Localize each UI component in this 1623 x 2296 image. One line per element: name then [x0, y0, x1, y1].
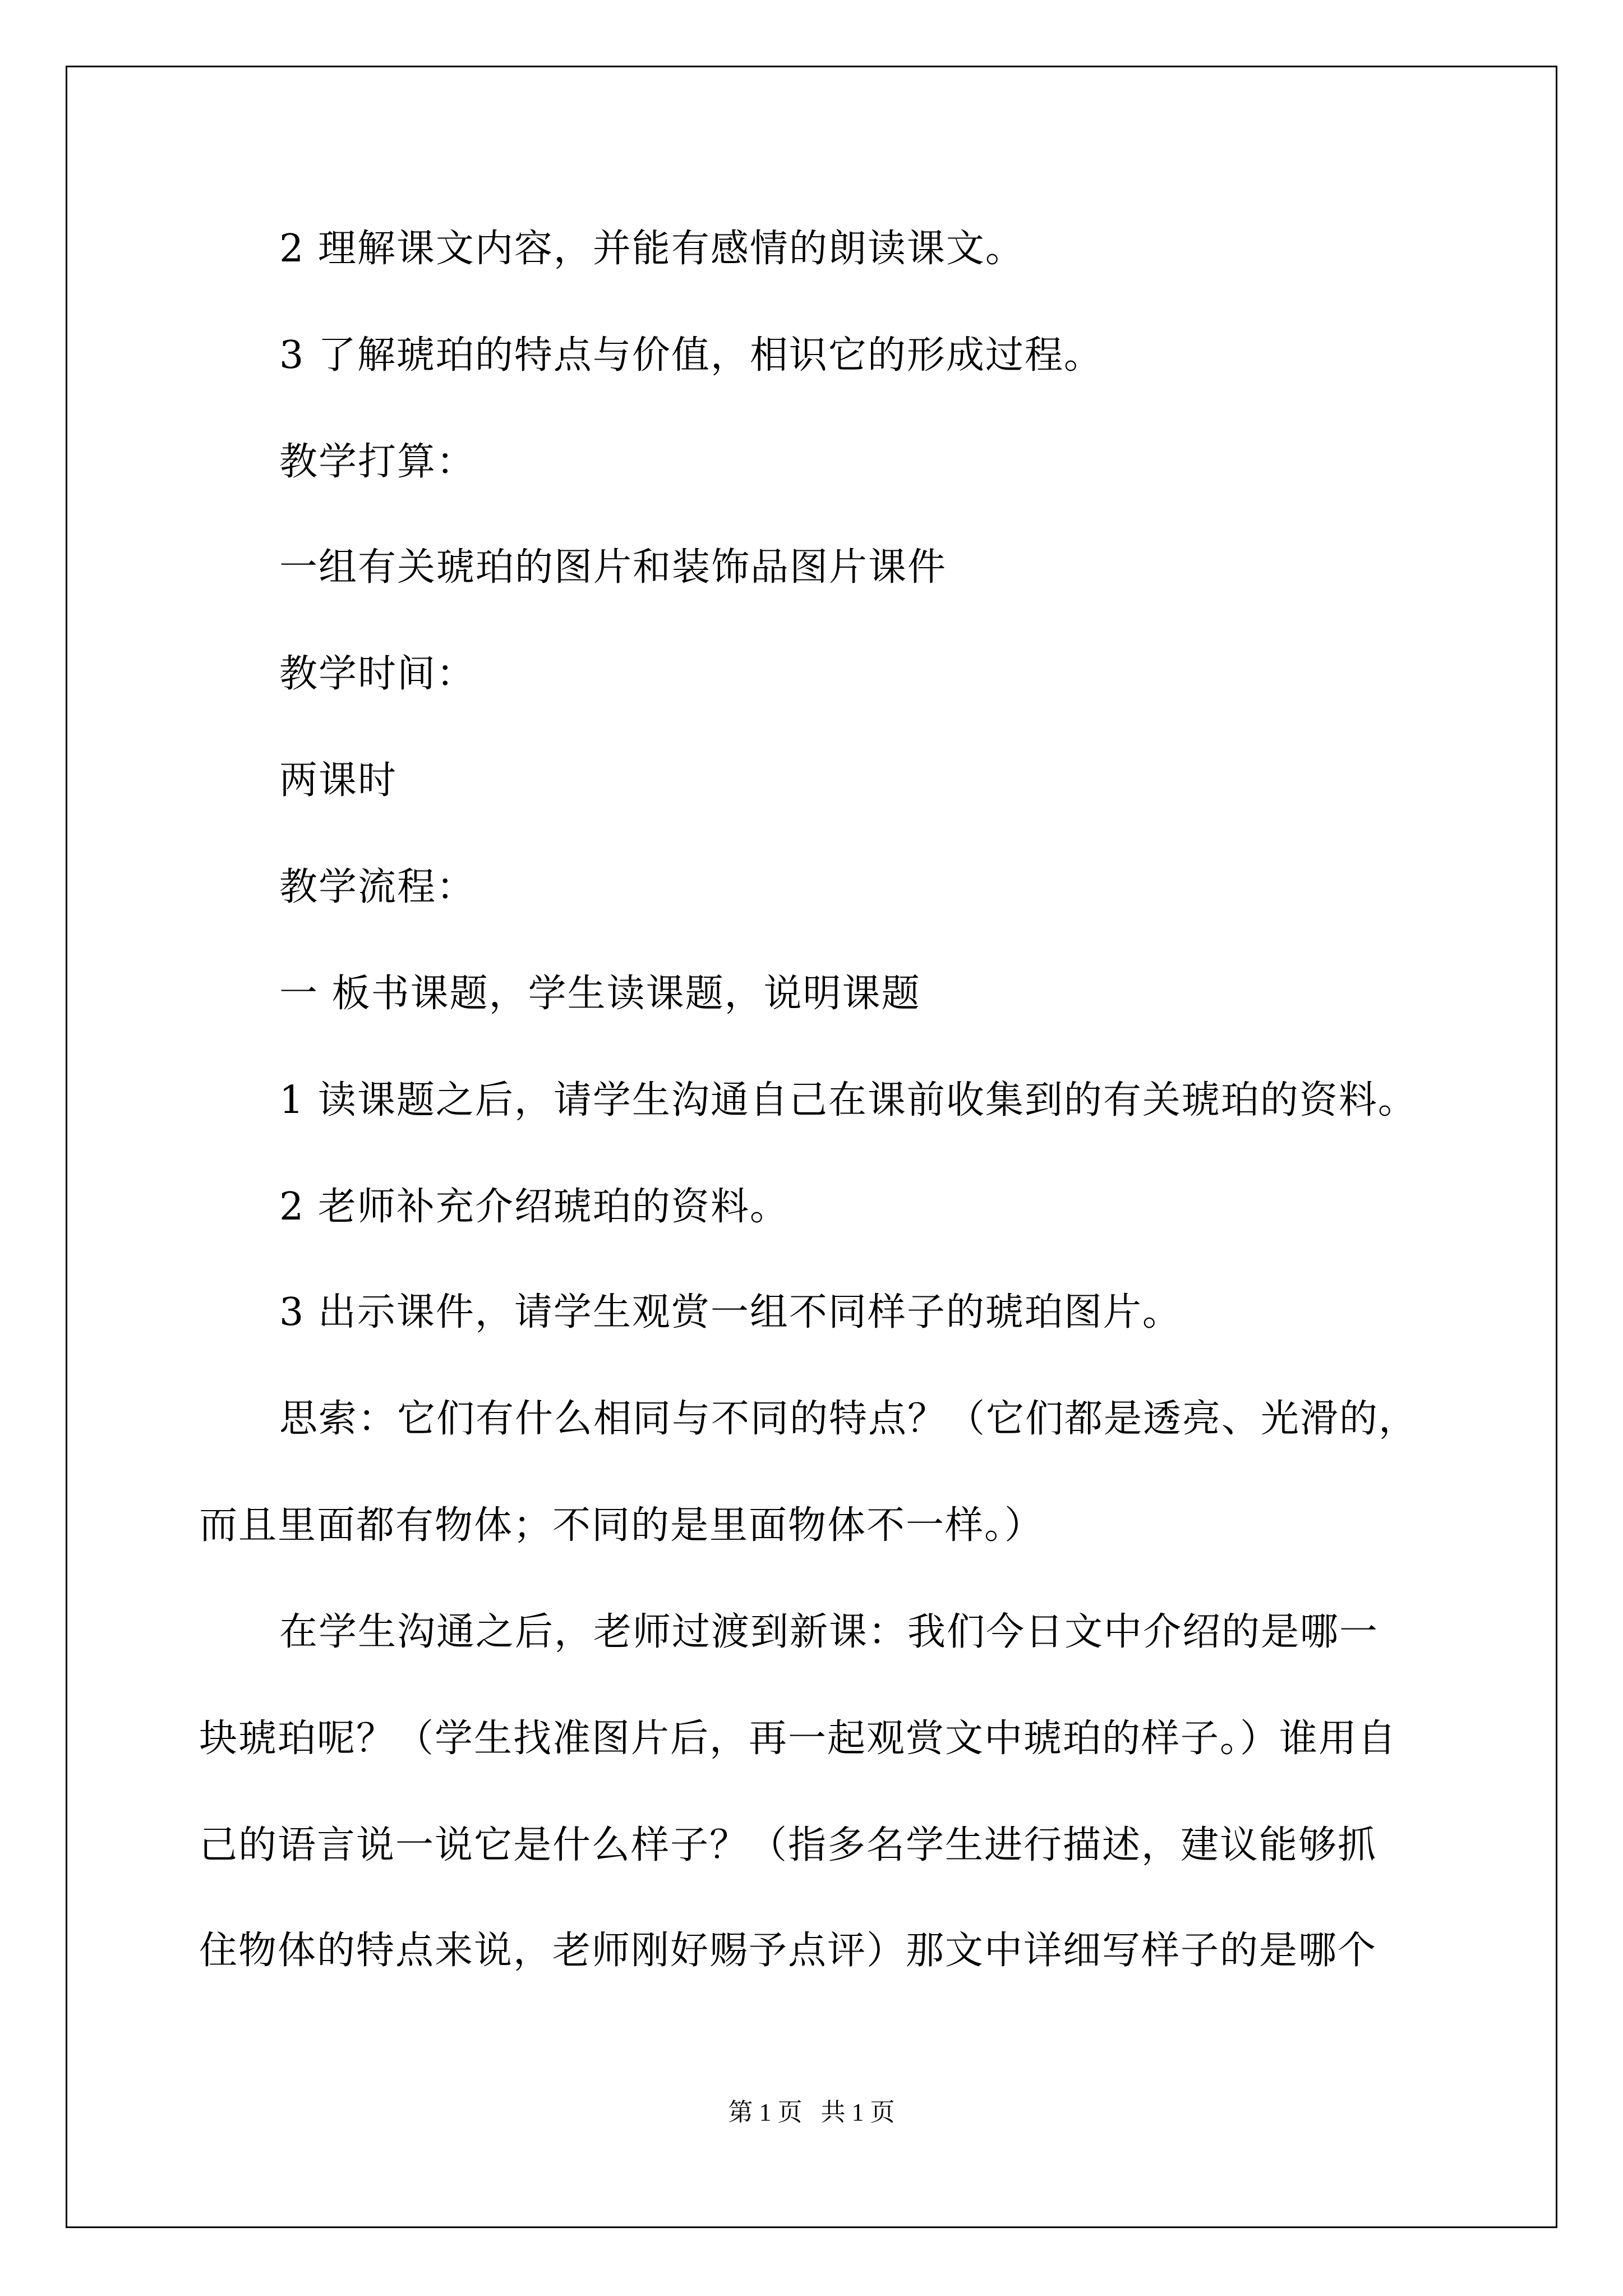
- text-line: 己的语言说一说它是什么样子？（指多名学生进行描述，建议能够抓: [199, 1823, 1377, 1867]
- page-footer: 第 1 页 共 1 页: [728, 2099, 895, 2126]
- text-line: 3 出示课件，请学生观赏一组不同样子的琥珀图片。: [279, 1290, 1182, 1335]
- text-line: 一组有关琥珀的图片和装饰品图片课件: [279, 545, 947, 590]
- text-line: 教学打算：: [279, 440, 476, 484]
- text-line: 2 老师补充介绍琥珀的资料。: [279, 1185, 789, 1229]
- text-line: 2 理解课文内容，并能有感情的朗读课文。: [279, 227, 1025, 271]
- text-line: 1 读课题之后，请学生沟通自己在课前收集到的有关琥珀的资料。: [279, 1078, 1417, 1122]
- text-line: 3 了解琥珀的特点与价值，相识它的形成过程。: [279, 333, 1103, 378]
- text-line: 两课时: [279, 758, 398, 803]
- text-line: 一 板书课题，学生读课题，说明课题: [279, 972, 921, 1016]
- text-line: 住物体的特点来说，老师刚好赐予点评）那文中详细写样子的是哪个: [199, 1929, 1377, 1973]
- text-line: 在学生沟通之后，老师过渡到新课：我们今日文中介绍的是哪一: [279, 1610, 1379, 1654]
- text-line: 教学流程：: [279, 865, 476, 909]
- text-line: 而且里面都有物体；不同的是里面物体不一样。）: [199, 1503, 1044, 1548]
- page-border: [66, 66, 1557, 2228]
- text-line: 块琥珀呢？（学生找准图片后，再一起观赏文中琥珀的样子。）谁用自: [199, 1717, 1398, 1761]
- text-line: 思索：它们有什么相同与不同的特点？（它们都是透亮、光滑的，: [279, 1397, 1418, 1441]
- text-line: 教学时间：: [279, 652, 476, 696]
